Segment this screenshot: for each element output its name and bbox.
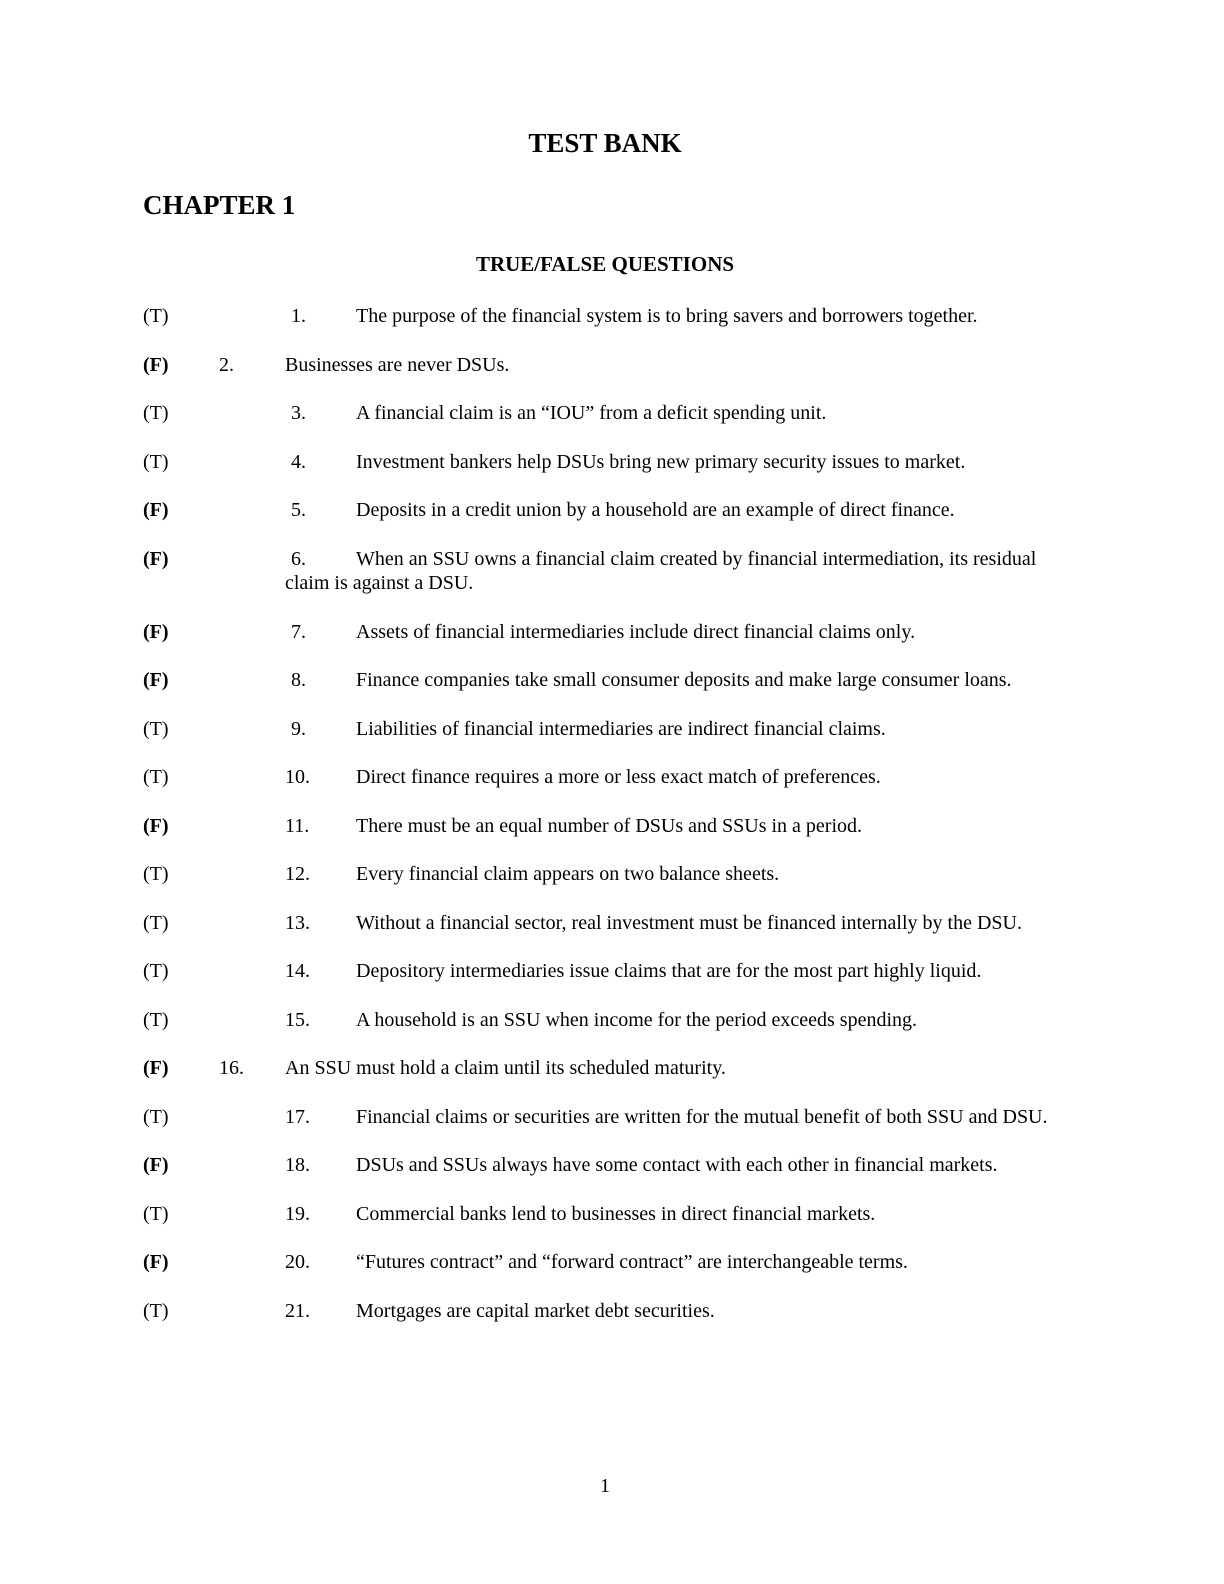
answer-label: (F): [143, 353, 169, 376]
question-number: 16.: [219, 1057, 244, 1079]
question-item: [0, 353, 1224, 378]
answer-label: (F): [143, 814, 169, 837]
question-number: 1.: [291, 305, 306, 327]
chapter-heading: CHAPTER 1: [143, 190, 296, 220]
question-text: Direct finance requires a more or less exact match of preferences.: [356, 766, 881, 788]
question-text: Assets of financial intermediaries include direct financial claims only.: [356, 620, 916, 643]
answer-label: (T): [143, 911, 169, 934]
question-number: 4.: [291, 450, 306, 473]
question-item: [0, 1250, 1224, 1275]
question-number: 2.: [219, 353, 234, 376]
question-number: 11.: [285, 814, 310, 837]
question-text: Finance companies take small consumer deposits and make large consumer loans.: [356, 669, 1012, 691]
question-item: [0, 620, 1224, 645]
answer-label: (F): [143, 1154, 169, 1176]
question-text: There must be an equal number of DSUs and SSUs in a period.: [356, 814, 863, 837]
question-text: Every financial claim appears on two balance sheets.: [356, 863, 780, 885]
question-number: 5.: [291, 499, 306, 521]
section-heading: TRUE/FALSE QUESTIONS: [475, 252, 735, 276]
answer-label: (F): [143, 499, 169, 521]
answer-label: (T): [143, 1105, 169, 1128]
question-number: 19.: [285, 1202, 310, 1225]
question-number: 15.: [285, 1008, 310, 1031]
question-item: [0, 1056, 1224, 1081]
question-item: [0, 911, 1224, 936]
question-text: A financial claim is an “IOU” from a deficit spending unit.: [356, 402, 827, 424]
question-text: An SSU must hold a claim until its scheduled maturity.: [285, 1057, 726, 1079]
answer-label: (T): [143, 1008, 169, 1031]
answer-label: (F): [143, 620, 169, 643]
question-number: 14.: [285, 960, 310, 982]
answer-label: (F): [143, 547, 169, 570]
question-item: [0, 1153, 1224, 1178]
question-number: 20.: [285, 1251, 310, 1273]
question-text: Businesses are never DSUs.: [285, 353, 510, 376]
question-text: Investment bankers help DSUs bring new primary security issues to market.: [356, 450, 966, 473]
question-item: [0, 450, 1224, 475]
question-text: The purpose of the financial system is to bring savers and borrowers together.: [356, 305, 978, 327]
question-item: [0, 304, 1224, 329]
question-item: [0, 1105, 1224, 1130]
question-number: 17.: [285, 1105, 310, 1128]
question-text: When an SSU owns a financial claim created by financial intermediation, its residual claim is against a DSU.: [285, 547, 1037, 594]
question-item: [0, 765, 1224, 790]
question-text: Mortgages are capital market debt securities.: [356, 1299, 715, 1322]
question-text: Deposits in a credit union by a household are an example of direct finance.: [356, 499, 955, 521]
answer-label: (T): [143, 1299, 169, 1322]
question-text: Liabilities of financial intermediaries are indirect financial claims.: [356, 717, 886, 740]
answer-label: (T): [143, 1202, 169, 1225]
question-text: “Futures contract” and “forward contract” are interchangeable terms.: [356, 1251, 908, 1273]
question-number: 18.: [285, 1154, 310, 1176]
question-item: [0, 1008, 1224, 1033]
question-number: 6.: [291, 547, 306, 570]
answer-label: (T): [143, 863, 169, 885]
question-item: [0, 668, 1224, 693]
answer-label: (T): [143, 450, 169, 473]
question-number: 8.: [291, 669, 306, 691]
question-item: [0, 717, 1224, 742]
answer-label: (T): [143, 305, 169, 327]
answer-label: (T): [143, 960, 169, 982]
question-text: Without a financial sector, real investment must be financed internally by the DSU.: [356, 911, 1022, 934]
question-number: 13.: [285, 911, 310, 934]
question-item: [0, 1202, 1224, 1227]
question-item: [0, 547, 1224, 596]
question-item: [0, 1299, 1224, 1324]
question-text: A household is an SSU when income for the period exceeds spending.: [356, 1008, 918, 1031]
page-number: 1: [600, 1475, 610, 1497]
question-item: [0, 862, 1224, 887]
answer-label: (F): [143, 669, 169, 691]
answer-label: (F): [143, 1251, 169, 1273]
question-number: 10.: [285, 766, 310, 788]
question-item: [0, 959, 1224, 984]
answer-label: (T): [143, 402, 169, 424]
question-number: 7.: [291, 620, 306, 643]
question-number: 9.: [291, 717, 306, 740]
question-text: Commercial banks lend to businesses in direct financial markets.: [356, 1202, 876, 1225]
question-item: [0, 814, 1224, 839]
question-item: [0, 498, 1224, 523]
question-item: [0, 401, 1224, 426]
answer-label: (T): [143, 766, 169, 788]
question-list: [0, 304, 1224, 1347]
answer-label: (T): [143, 717, 169, 740]
question-number: 3.: [291, 402, 306, 424]
question-text: Financial claims or securities are written for the mutual benefit of both SSU and DSU.: [356, 1105, 1048, 1128]
question-text: Depository intermediaries issue claims that are for the most part highly liquid.: [356, 960, 982, 982]
question-text: DSUs and SSUs always have some contact with each other in financial markets.: [356, 1154, 998, 1176]
question-number: 12.: [285, 863, 310, 885]
question-number: 21.: [285, 1299, 310, 1322]
document-title: TEST BANK: [528, 128, 682, 158]
answer-label: (F): [143, 1057, 169, 1079]
